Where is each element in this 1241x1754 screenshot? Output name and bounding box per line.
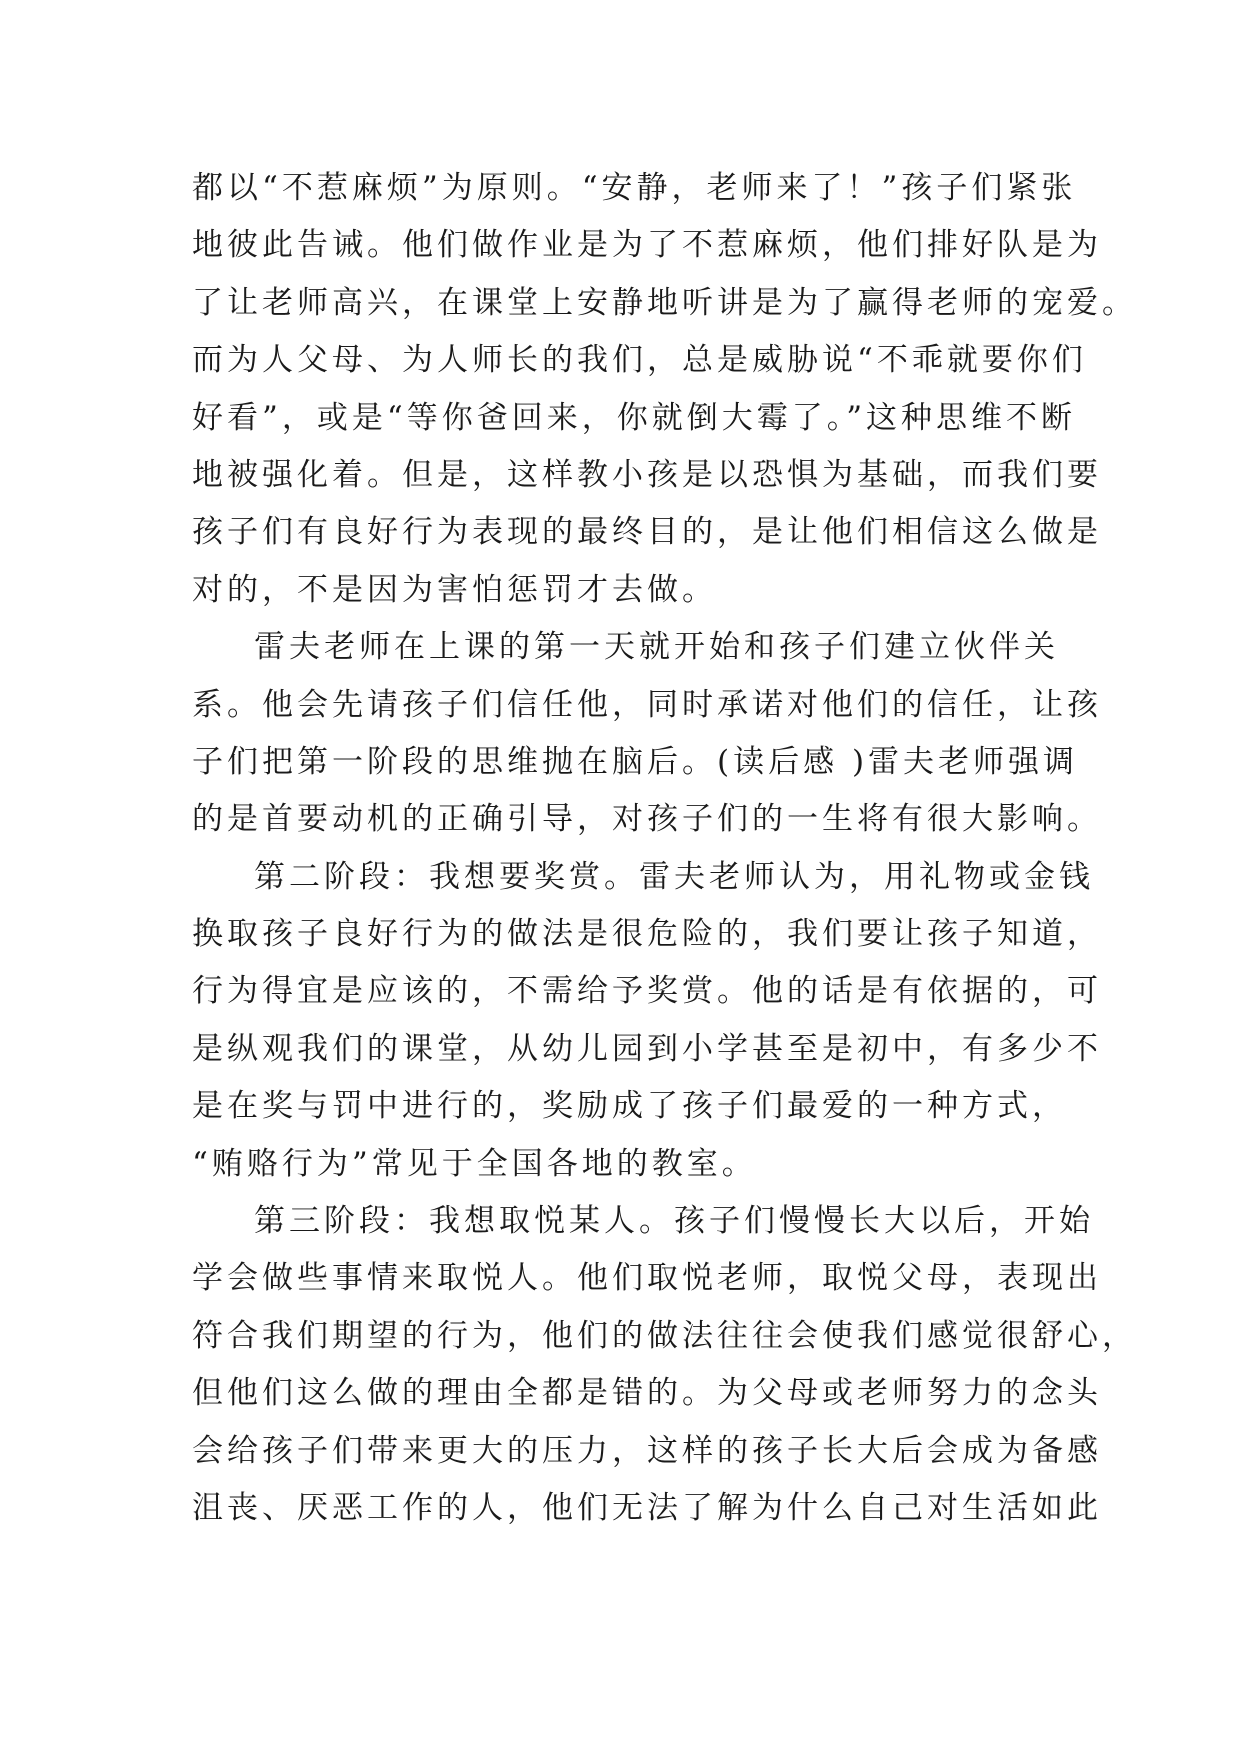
text-line: “贿赂行为”常见于全国各地的教室。 <box>192 1145 757 1182</box>
text-line: 而为人父母、为人师长的我们，总是威胁说“不乖就要你们 <box>192 342 1087 379</box>
text-line: 学会做些事情来取悦人。他们取悦老师，取悦父母，表现出 <box>192 1260 1102 1297</box>
text-line: 会给孩子们带来更大的压力，这样的孩子长大后会成为备感 <box>192 1432 1102 1469</box>
paragraph-start-line: 第二阶段：我想要奖赏。雷夫老师认为，用礼物或金钱 <box>254 858 1094 895</box>
text-line: 是在奖与罚中进行的，奖励成了孩子们最爱的一种方式， <box>192 1088 1067 1125</box>
text-line: 好看”，或是“等你爸回来，你就倒大霉了。”这种思维不断 <box>192 399 1077 436</box>
text-line: 了让老师高兴，在课堂上安静地听讲是为了赢得老师的宠爱。 <box>192 284 1137 321</box>
paragraph-start-line: 第三阶段：我想取悦某人。孩子们慢慢长大以后，开始 <box>254 1203 1094 1240</box>
text-line: 行为得宜是应该的，不需给予奖赏。他的话是有依据的，可 <box>192 973 1102 1010</box>
text-line: 系。他会先请孩子们信任他，同时承诺对他们的信任，让孩 <box>192 686 1102 723</box>
text-line: 地被强化着。但是，这样教小孩是以恐惧为基础，而我们要 <box>192 456 1102 493</box>
text-line: 的是首要动机的正确引导，对孩子们的一生将有很大影响。 <box>192 801 1102 838</box>
text-line: 沮丧、厌恶工作的人，他们无法了解为什么自己对生活如此 <box>192 1489 1102 1526</box>
text-line: 是纵观我们的课堂，从幼儿园到小学甚至是初中，有多少不 <box>192 1030 1102 1067</box>
text-line: 孩子们有良好行为表现的最终目的，是让他们相信这么做是 <box>192 514 1102 551</box>
text-line: 都以“不惹麻烦”为原则。“安静，老师来了！”孩子们紧张 <box>192 170 1077 206</box>
text-line: 换取孩子良好行为的做法是很危险的，我们要让孩子知道， <box>192 916 1102 953</box>
text-line: 地彼此告诫。他们做作业是为了不惹麻烦，他们排好队是为 <box>192 227 1102 264</box>
text-line: 子们把第一阶段的思维抛在脑后。(读后感 )雷夫老师强调 <box>192 743 1079 780</box>
paragraph-start-line: 雷夫老师在上课的第一天就开始和孩子们建立伙伴关 <box>254 629 1059 666</box>
body-text <box>192 160 1137 1537</box>
text-line: 对的，不是因为害怕惩罚才去做。 <box>192 571 717 608</box>
text-line: 符合我们期望的行为，他们的做法往往会使我们感觉很舒心， <box>192 1317 1137 1354</box>
text-line: 但他们这么做的理由全都是错的。为父母或老师努力的念头 <box>192 1375 1102 1412</box>
